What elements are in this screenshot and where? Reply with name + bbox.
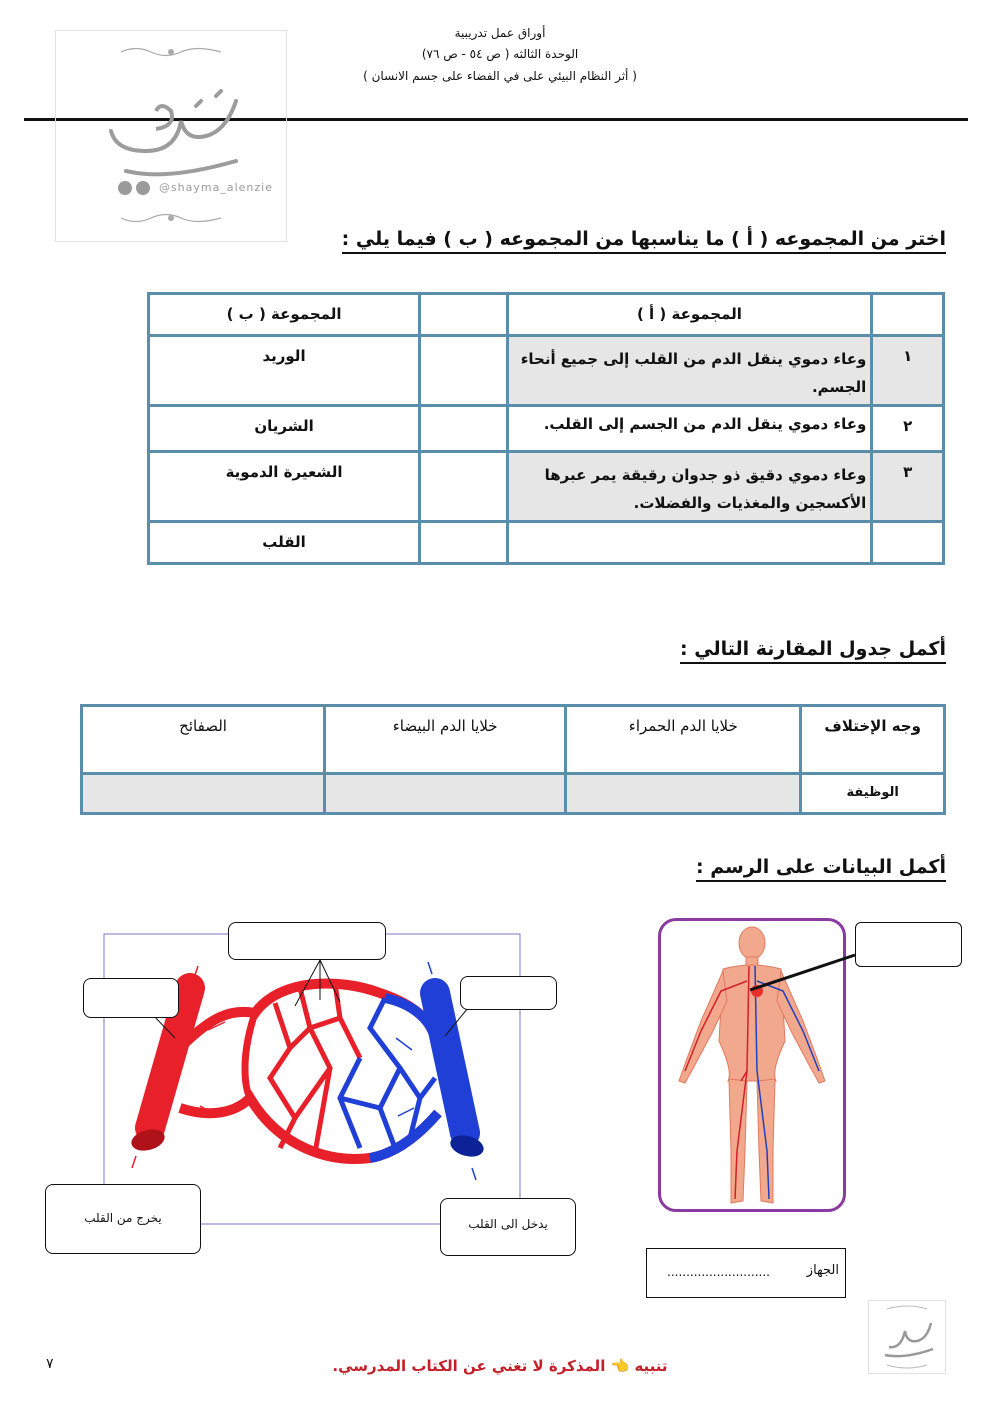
table-row <box>149 406 944 452</box>
platelets-function-cell[interactable] <box>82 774 325 814</box>
table-row <box>149 336 944 406</box>
table-row <box>149 522 944 564</box>
vein-icon <box>435 993 486 1160</box>
footer-note: تنبيه 👈 المذكرة لا تغني عن الكتاب المدرسي. <box>332 1357 668 1375</box>
group-b-item: الشعيرة الدموية <box>149 452 420 522</box>
blank-label-heart[interactable] <box>855 922 962 967</box>
group-b-header: المجموعة ( ب ) <box>149 294 420 336</box>
system-label: الجهاز <box>806 1263 839 1278</box>
capillary-network-icon <box>180 983 438 1159</box>
small-signature-icon <box>869 1301 945 1373</box>
header-title: أوراق عمل تدريبية <box>454 26 546 40</box>
blank-label-artery[interactable] <box>83 978 179 1018</box>
label-into-heart <box>440 1198 576 1256</box>
difference-header: وجه الإختلاف <box>801 706 945 774</box>
blank-label-vein[interactable] <box>460 976 557 1010</box>
row-number: ٣ <box>872 452 944 522</box>
label-out-of-heart <box>45 1184 201 1254</box>
row-number: ٢ <box>872 406 944 452</box>
watermark-logo <box>55 30 287 242</box>
ornament-top-icon <box>116 45 226 59</box>
page-number: ٧ <box>46 1356 54 1372</box>
signature-logo-icon <box>86 81 256 191</box>
function-label: الوظيفة <box>801 774 945 814</box>
row-number: ١ <box>872 336 944 406</box>
group-a-item: وعاء دموي ينقل الدم من الجسم إلى القلب. <box>507 406 872 452</box>
answer-cell[interactable] <box>420 406 508 452</box>
telegram-icon <box>136 181 150 195</box>
group-b-item: الوريد <box>149 336 420 406</box>
matching-table <box>147 292 945 565</box>
instagram-icon <box>118 181 132 195</box>
system-blank: ........................... <box>667 1265 770 1279</box>
group-a-item: وعاء دموي ينقل الدم من القلب إلى جميع أنحاء الجسم. <box>507 336 872 406</box>
heart-pointer-line <box>740 950 860 1000</box>
platelets-header: الصفائح <box>82 706 325 774</box>
table-row <box>82 774 945 814</box>
answer-header <box>420 294 508 336</box>
group-b-item: القلب <box>149 522 420 564</box>
red-cells-header: خلايا الدم الحمراء <box>566 706 801 774</box>
header-topic: ( أثر النظام البيئي على في الفضاء على جسم الانسان ) <box>363 69 637 83</box>
white-cells-header: خلايا الدم البيضاء <box>325 706 566 774</box>
answer-cell[interactable] <box>420 452 508 522</box>
q2-title: أكمل جدول المقارنة التالي : <box>680 638 946 664</box>
answer-cell[interactable] <box>420 336 508 406</box>
q1-title: اختر من المجموعه ( أ ) ما يناسبها من المجموعه ( ب ) فيما يلي : <box>342 228 946 254</box>
header-unit: الوحدة الثالثه ( ص ٥٤ - ص ٧٦) <box>421 47 579 61</box>
system-name-field[interactable] <box>646 1248 846 1298</box>
row-number <box>872 522 944 564</box>
watermark-handle <box>68 181 273 195</box>
red-cells-function-cell[interactable] <box>566 774 801 814</box>
comparison-table <box>80 704 946 815</box>
label-out-text: يخرج من القلب <box>84 1211 162 1225</box>
group-a-header: المجموعة ( أ ) <box>507 294 872 336</box>
answer-cell[interactable] <box>420 522 508 564</box>
blank-label-capillaries[interactable] <box>228 922 386 960</box>
q3-title: أكمل البيانات على الرسم : <box>696 856 946 882</box>
watermark-handle-text: @shayma_alenzie <box>158 181 273 194</box>
label-in-text: يدخل الى القلب <box>468 1217 548 1231</box>
group-a-item <box>507 522 872 564</box>
num-header <box>872 294 944 336</box>
white-cells-function-cell[interactable] <box>325 774 566 814</box>
table-row <box>149 452 944 522</box>
ornament-bottom-icon <box>116 211 226 225</box>
group-b-item: الشريان <box>149 406 420 452</box>
small-watermark-logo <box>868 1300 946 1374</box>
group-a-item: وعاء دموي دقيق ذو جدوان رقيقة يمر عبرها الأكسجين والمغذيات والفضلات. <box>507 452 872 522</box>
